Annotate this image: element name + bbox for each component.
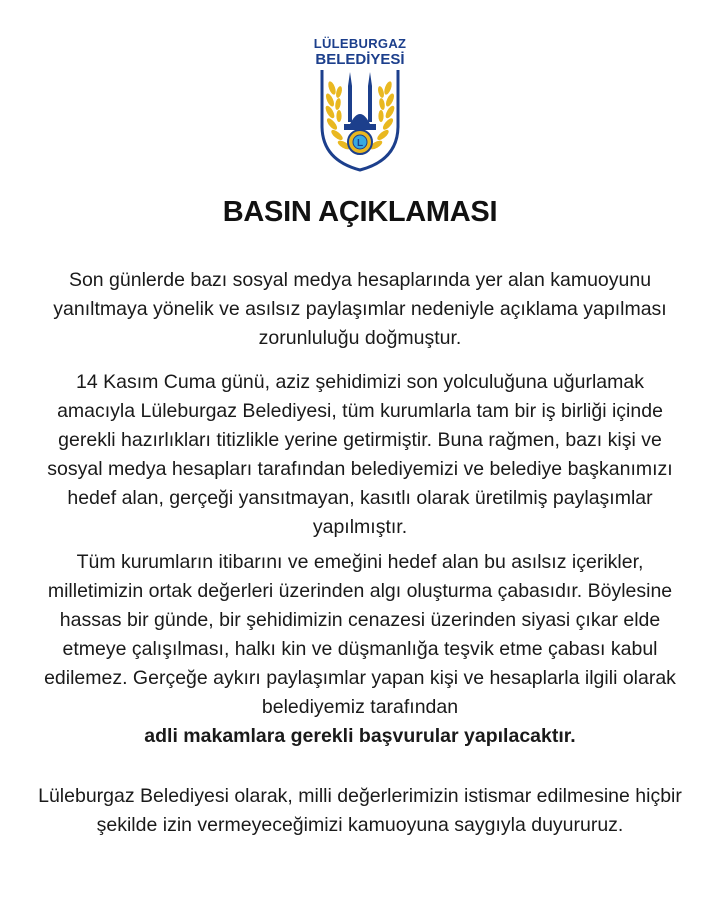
- paragraph-statement: [36, 548, 684, 751]
- page-title: BASIN AÇIKLAMASI: [222, 196, 498, 228]
- paragraph-statement-text: Tüm kurumların itibarını ve emeğini hedef alan bu asılsız içerikler, milletimizin ortak değerleri üzerinden algı oluşturma çabasıdır. Böylesine hassas bir günde, bir şehidimizin cenazesi üzerinden siyasi çıkar elde etmeye çalışılması, halkı kin ve düşmanlığa teşvik etme çabası kabul edilemez. Gerçeğe aykırı paylaşımlar yapan kişi ve hesaplarla ilgili olarak belediyemiz tarafından: [44, 551, 676, 718]
- paragraph-event: 14 Kasım Cuma günü, aziz şehidimizi son yolculuğuna uğurlamak amacıyla Lüleburgaz Belediyesi, tüm kurumlarla tam bir iş birliği içinde gerekli hazırlıkları titizlikle yerine getirmiştir. Buna rağmen, bazı kişi ve sosyal medya hesapları tarafından belediyemizi ve belediye başkanımızı hedef alan, gerçeği yansıtmayan, kasıtlı olarak üretilmiş paylaşımlar yapılmıştır.: [47, 371, 673, 538]
- paragraph-intro: Son günlerde bazı sosyal medya hesaplarında yer alan kamuoyunu yanıltmaya yönelik ve asılsız paylaşımlar nedeniyle açıklama yapılması zorunluluğu doğmuştur.: [53, 269, 667, 349]
- logo-emblem-icon: [310, 68, 410, 172]
- paragraph-closing: Lüleburgaz Belediyesi olarak, milli değerlerimizin istismar edilmesine hiçbir şekilde izin vermeyeceğimizi kamuoyuna saygıyla duyururuz.: [38, 785, 682, 836]
- emblem-letter: L: [356, 138, 364, 149]
- legal-action-emphasis: adli makamlara gerekli başvurular yapılacaktır.: [144, 725, 576, 747]
- logo-text-line1: LÜLEBURGAZ: [313, 36, 407, 51]
- municipality-logo: [310, 36, 410, 172]
- logo-text-line2: BELEDİYESİ: [315, 51, 405, 68]
